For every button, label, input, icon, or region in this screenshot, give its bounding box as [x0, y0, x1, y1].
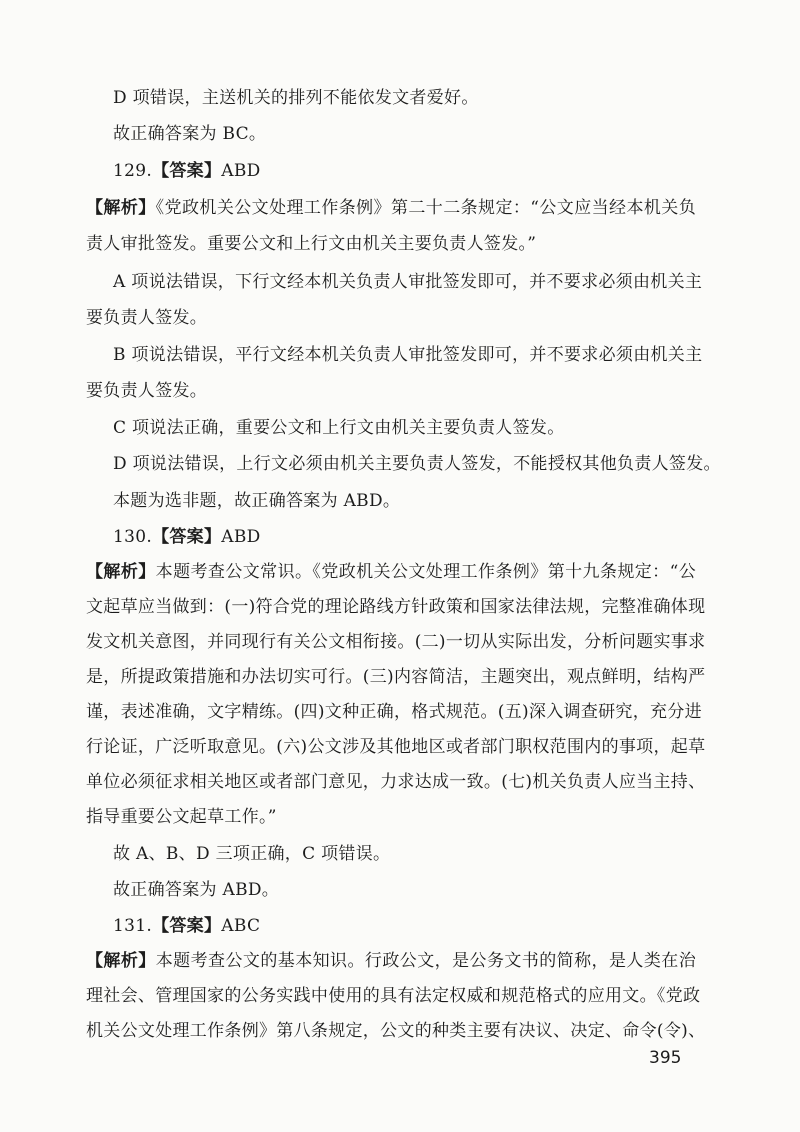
q129-analysis-line-2: 责人审批签发。重要公文和上行文由机关主要负责人签发。”: [86, 234, 537, 254]
q129-analysis-line-1: [86, 196, 696, 220]
q129-conclusion: 本题为选非题，故正确答案为 ABD。: [113, 491, 401, 511]
q131-answer-label: 【答案】: [152, 916, 222, 936]
q131-analysis-line-2: 理社会、管理国家的公务实践中使用的具有法定权威和规范格式的应用文。《党政: [86, 986, 701, 1006]
q129-answer-label: 【答案】: [152, 161, 222, 181]
q130-number: 130.: [113, 527, 153, 547]
q130-analysis-line-7: 单位必须征求相关地区或者部门意见，力求达成一致。(七)机关负责人应当主持、: [86, 772, 706, 792]
q129-option-d: D 项说法错误，上行文必须由机关主要负责人签发，不能授权其他负责人签发。: [113, 454, 721, 474]
q129-number: 129.: [113, 161, 153, 181]
q129-analysis-text: 《党政机关公文处理工作条例》第二十二条规定：“公文应当经本机关负: [155, 198, 697, 218]
q130-analysis-text: 本题考查公文常识。《党政机关公文处理工作条例》第十九条规定：“公: [155, 562, 697, 582]
q131-analysis-line-3: 机关公文处理工作条例》第八条规定，公文的种类主要有决议、决定、命令(令)、: [86, 1021, 706, 1041]
q129-option-c: C 项说法正确，重要公文和上行文由机关主要负责人签发。: [113, 418, 565, 438]
q129-option-a-line-2: 要负责人签发。: [86, 308, 208, 328]
q131-analysis-text: 本题考查公文的基本知识。行政公文，是公务文书的简称，是人类在治: [155, 951, 696, 971]
q128-answer: 故正确答案为 BC。: [113, 124, 267, 144]
q130-analysis-line-8: 指导重要公文起草工作。”: [86, 807, 277, 827]
q129-analysis-label: 【解析】: [86, 198, 156, 218]
page-number: 395: [649, 1048, 682, 1068]
q129-heading: [113, 159, 261, 183]
q129-option-b-line-1: B 项说法错误，平行文经本机关负责人审批签发即可，并不要求必须由机关主: [113, 345, 703, 365]
q130-analysis-label: 【解析】: [86, 562, 156, 582]
q131-number: 131.: [113, 916, 153, 936]
q130-answer-value: ABD: [221, 527, 261, 547]
q130-conclusion: 故正确答案为 ABD。: [113, 880, 280, 900]
q130-answer-label: 【答案】: [152, 527, 222, 547]
q129-option-b-line-2: 要负责人签发。: [86, 381, 208, 401]
q130-analysis-line-6: 行论证，广泛听取意见。(六)公文涉及其他地区或者部门职权范围内的事项，起草: [86, 737, 706, 757]
q130-heading: [113, 525, 261, 549]
q130-options: 故 A、B、D 三项正确，C 项错误。: [113, 844, 391, 864]
q131-answer-value: ABC: [221, 916, 261, 936]
q128-option-d: D 项错误，主送机关的排列不能依发文者爱好。: [113, 88, 479, 108]
q130-analysis-line-2: 文起草应当做到：(一)符合党的理论路线方针政策和国家法律法规，完整准确体现: [86, 597, 706, 617]
q131-analysis-label: 【解析】: [86, 951, 156, 971]
q129-option-a-line-1: A 项说法错误，下行文经本机关负责人审批签发即可，并不要求必须由机关主: [113, 272, 703, 292]
q131-heading: [113, 914, 260, 938]
q130-analysis-line-4: 是，所提政策措施和办法切实可行。(三)内容简洁，主题突出，观点鲜明，结构严: [86, 667, 706, 687]
q130-analysis-line-3: 发文机关意图，并同现行有关公文相衔接。(二)一切从实际出发，分析问题实事求: [86, 632, 706, 652]
q130-analysis-line-5: 谨，表述准确，文字精练。(四)文种正确，格式规范。(五)深入调查研究，充分进: [86, 702, 702, 722]
q129-answer-value: ABD: [221, 161, 261, 181]
q131-analysis-line-1: [86, 949, 696, 973]
q130-analysis-line-1: [86, 560, 696, 584]
